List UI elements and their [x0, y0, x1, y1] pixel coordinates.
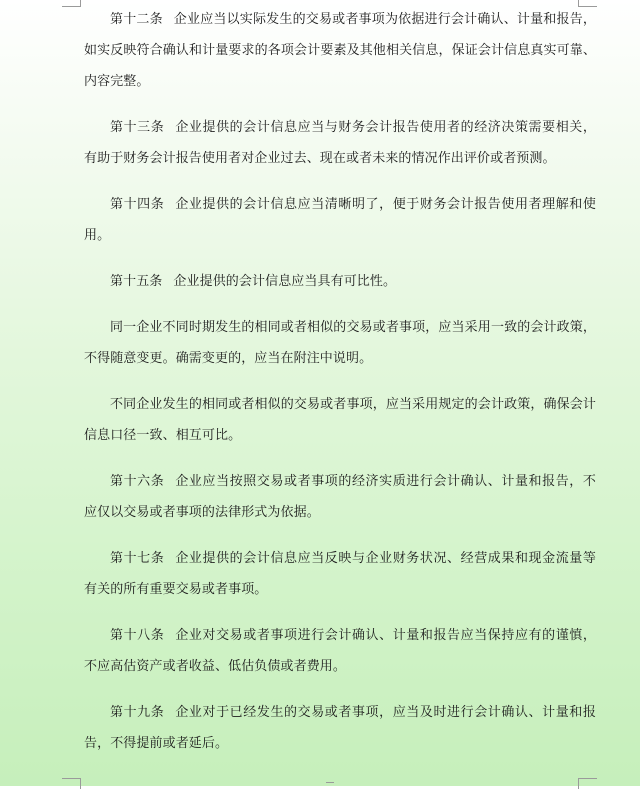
paragraph-text: 企业提供的会计信息应当与财务会计报告使用者的经济决策需要相关， 有助于财务会计报告使用者对企业过去、现在或者未来的情况作出评价或者预测。	[84, 120, 596, 166]
paragraph-text: 同一企业不同时期发生的相同或者相似的交易或者事项，应当采用一致的会计政策，不得随意变更。确需变更的，应当在附注中说明。	[84, 320, 596, 366]
crop-mark-top-left	[62, 0, 81, 7]
paragraph-text: 企业对于已经发生的交易或者事项，应当及时进行会计确认、计量和报告，不得提前或者延后。	[84, 705, 596, 751]
article-19-paragraph	[84, 697, 596, 759]
article-13-paragraph	[84, 112, 596, 174]
article-number: 第十六条	[110, 474, 165, 489]
article-15-clause-2	[84, 389, 596, 451]
article-number: 第十五条	[110, 274, 163, 289]
paragraph-text: 企业应当以实际发生的交易或者事项为依据进行会计确认、计量和报告，如实反映符合确认和计量要求的各项会计要素及其他相关信息，保证会计信息真实可靠、内容完整。	[84, 12, 597, 89]
crop-mark-bottom-center	[326, 782, 334, 787]
article-18-paragraph	[84, 620, 596, 682]
crop-mark-bottom-left	[62, 778, 81, 789]
paragraph-text: 不同企业发生的相同或者相似的交易或者事项，应当采用规定的会计政策，确保会计信息口径一致、相互可比。	[84, 397, 596, 443]
article-12-paragraph	[84, 4, 596, 97]
article-number: 第十四条	[110, 197, 165, 212]
article-17-paragraph	[84, 543, 596, 605]
paragraph-text: 企业提供的会计信息应当具有可比性。	[173, 274, 397, 289]
paragraph-text: 企业应当按照交易或者事项的经济实质进行会计确认、计量和报告，不 应仅以交易或者事项的法律形式为依据。	[84, 474, 596, 520]
article-number: 第十九条	[110, 705, 165, 720]
article-14-paragraph	[84, 189, 596, 251]
paragraph-text: 企业提供的会计信息应当清晰明了，便于财务会计报告使用者理解和使用。	[84, 197, 596, 243]
article-number: 第十二条	[110, 12, 163, 27]
article-15-clause-1	[84, 312, 596, 374]
paragraph-text: 企业提供的会计信息应当反映与企业财务状况、经营成果和现金流量等 有关的所有重要交易或者事项。	[84, 551, 596, 597]
crop-mark-bottom-right	[578, 778, 597, 789]
article-number: 第十七条	[110, 551, 165, 566]
article-16-paragraph	[84, 466, 596, 528]
document-body[interactable]	[84, 4, 596, 774]
article-number: 第十三条	[110, 120, 165, 135]
article-15-paragraph	[84, 266, 596, 297]
paragraph-text: 企业对交易或者事项进行会计确认、计量和报告应当保持应有的谨慎， 不应高估资产或者收益、低估负债或者费用。	[84, 628, 596, 674]
article-number: 第十八条	[110, 628, 165, 643]
